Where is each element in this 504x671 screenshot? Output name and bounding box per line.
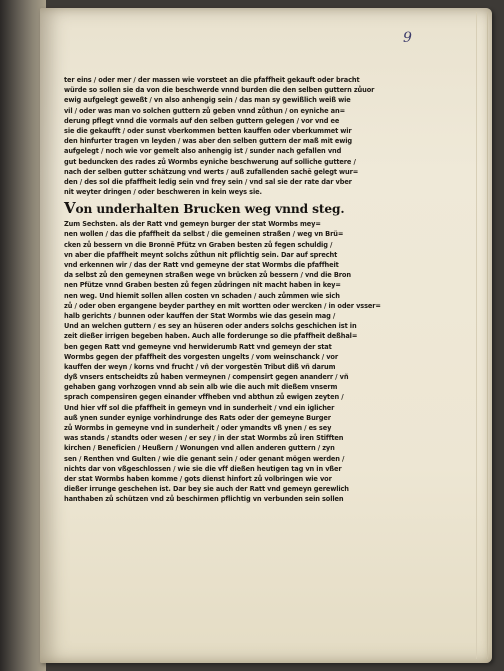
text-line: cken zů bessern vn die Bronnē Pfütz vn Graben besten zů fegen schuldig /: [64, 239, 333, 249]
text-line: auß ynen sunder eynige vorhindrunge des Rats oder der gemeyne Burger: [64, 412, 331, 422]
text-line: da selbst zů den gemeynen straßen wege vn brücken zů bessern / vnd die Bron: [64, 270, 351, 280]
text-line: der stat Wormbs haben komme / gots dienst hinfort zů volbringen wie vor: [64, 473, 332, 483]
text-line: den / des sol die pfaffheit ledig sein vnd frey sein / vnd sal sie der rate dar vber: [64, 176, 352, 186]
text-line: dießer irrunge geschehen ist. Dar bey sie auch der Ratt vnd gemeyn gerewlich: [64, 484, 349, 494]
text-line: den hinfurter tragen vn leyden / was aber den selben guttern der maß mit ewig: [64, 136, 353, 146]
text-line: Und hier vff sol die pfaffheit in gemeyn vnd in sunderheit / vnd ein iglicher: [64, 402, 335, 412]
text-line: nen Pfütze vnnd Graben besten zů fegen zůdringen nit macht haben in key=: [64, 280, 341, 290]
text-line: ter eins / oder mer / der massen wie vorsteet an die pfaffheit gekauft oder bracht: [64, 75, 360, 84]
text-line: Zum Sechsten. als der Ratt vnd gemeyn burger der stat Wormbs mey=: [64, 219, 321, 229]
page-edge: [476, 12, 488, 659]
text-line: nit weyter dringen / oder beschweren in kein weys sie.: [64, 187, 262, 197]
text-line: hanthaben zů schützen vnd zů beschirmen pflichtig vn verbunden sein sollen: [64, 494, 344, 504]
folio-number: 9: [403, 30, 412, 46]
text-line: ben gegen Ratt vnd gemeyne vnd herwiderumb Ratt vnd gemeyn der stat: [64, 341, 332, 351]
text-line: ewig aufgelegt geweßt / vn also anhengig sein / das man sy gewißlich weiß wie: [64, 95, 351, 105]
text-line: zů / oder oben ergangene beyder parthey en mit wortten oder wercken / in oder vsser=: [64, 300, 381, 310]
text-line: sen / Renthen vnd Gulten / wie die genant sein / oder genant mögen werden /: [64, 453, 345, 463]
book-page: [40, 8, 492, 663]
text-line: gehaben gang vorhzogen vnnd ab sein alb wie die auch mit dießem vnserm: [64, 382, 338, 392]
text-line: nichts dar von vßgeschlossen / wie sie die vff dießen heutigen tag vn in vßer: [64, 463, 342, 473]
text-line: sie die gekaufft / oder sunst vberkommen betten kauffen oder vberkummet wir: [64, 125, 352, 135]
text-line: würde so sollen sie da von die beschwerde vnnd burden die den selben guttern zůuor: [64, 85, 375, 95]
text-line: vil / oder was man vo solchen guttern zů geben vnnd zůthun / on eyniche an=: [64, 105, 346, 115]
heading-text: on underhalten Brucken weg vnnd steg.: [75, 202, 345, 217]
section-heading: [64, 201, 468, 217]
text-line: was stands / standts oder wesen / er sey / in der stat Wormbs zů iren Stifften: [64, 433, 344, 443]
text-line: zů Wormbs in gemeyne vnd in sunderheit / oder ymandts vß ynen / es sey: [64, 423, 332, 432]
text-line: derung pflegt vnnd die vormals auf den selben guttern gelegen / vor vnd ee: [64, 115, 340, 125]
text-line: nen wollen / das die pfaffheit da selbst / die gemeinen straßen / weg vn Brü=: [64, 229, 344, 239]
text-line: Wormbs gegen der pfaffheit des vorgesten ungelts / vom weinschanck / vor: [64, 351, 338, 361]
text-line: nen weg. Und hiemit sollen allen costen vn schaden / auch zůmmen wie sich: [64, 290, 340, 300]
text-line: halb gerichts / bunnen oder kauffen der Stat Wormbs wie das gesein mag /: [64, 310, 336, 320]
text-line: kauffen der weyn / korns vnd frucht / vñ der vorgestēn Tribut diß vñ darum: [64, 361, 336, 371]
text-line: dyß vnsers entscheidts zů haben vermeynen / compensirt gegen ananderr / vñ: [64, 372, 349, 382]
text-line: nach der selben gutter schätzung vnd werts / auß zufallenden sachē gelegt wur=: [64, 166, 359, 176]
paragraph-2: [64, 219, 468, 504]
text-line: aufgelegt / noch wie vor gemelt also anhengig ist / sunder nach gefallen vnd: [64, 146, 342, 156]
page-text: [64, 74, 468, 505]
text-line: Und an welchen guttern / es sey an hüseren oder anders solchs geschichen ist in: [64, 321, 357, 331]
text-line: vnd erkennen wir / das der Ratt vnd gemeyne der stat Wormbs die pfaffheit: [64, 260, 339, 269]
text-line: vn aber die pfaffheit meynt solchs zůthun nit pflichtig sein. Dar auf sprecht: [64, 249, 338, 259]
text-line: sprach compensiren gegen einander vffheben vnd abthun zů ewigen zeyten /: [64, 392, 344, 402]
text-line: zeit dießer irrigen begeben haben. Auch alle forderunge so die pfaffheit deßhal=: [64, 331, 358, 341]
heading-initial: V: [64, 199, 76, 218]
paragraph-1: [64, 75, 468, 197]
text-line: kirchen / Beneficien / Heußern / Wonungen vnd allen anderen guttern / zyn: [64, 443, 335, 453]
text-line: gut beduncken des rades zů Wormbs eyniche beschwerung auf solliche guttere /: [64, 156, 356, 166]
